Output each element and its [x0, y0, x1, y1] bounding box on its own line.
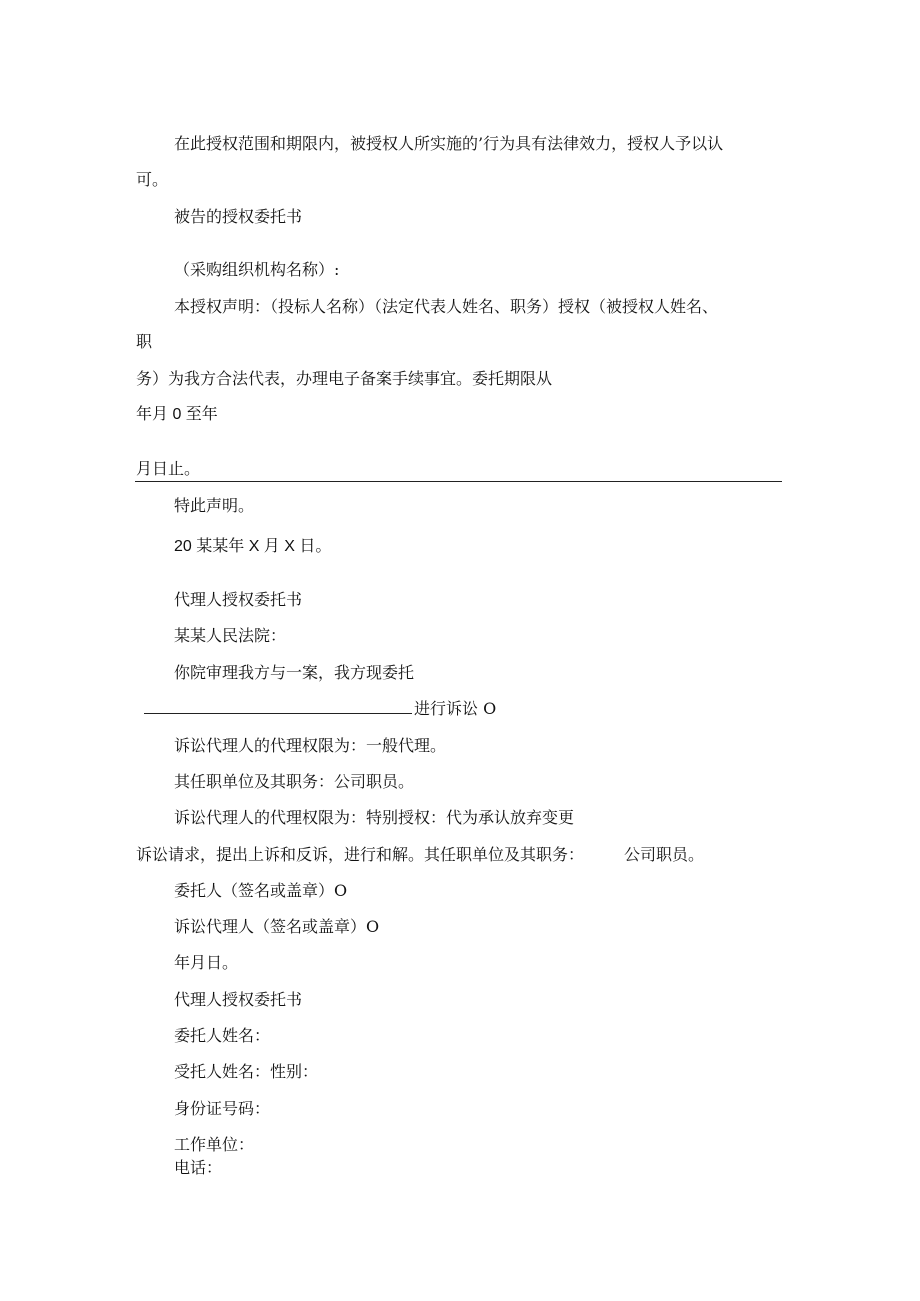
form-field-label: 委托人姓名：	[174, 1026, 271, 1045]
date: 20 某某年 X 月 X 日。	[174, 538, 332, 555]
paragraph-line: 月日止。	[136, 459, 201, 478]
form-field-label: 工作单位：	[174, 1135, 255, 1154]
paragraph-line: 你院审理我方与一案，我方现委托	[174, 663, 415, 682]
paragraph-line: 可。	[136, 170, 169, 189]
section-heading: 被告的授权委托书	[174, 207, 303, 226]
statement: 特此声明。	[174, 496, 255, 515]
paragraph-line: 其任职单位及其职务：公司职员。	[174, 772, 415, 791]
paragraph-line: 诉讼代理人的代理权限为：一般代理。	[174, 736, 447, 755]
paragraph-line: 在此授权范围和期限内，被授权人所实施的’行为具有法律效力，授权人予以认	[174, 134, 724, 153]
paragraph-line	[144, 699, 496, 719]
section-heading: 代理人授权委托书	[174, 990, 303, 1009]
signature-line: 诉讼代理人（签名或盖章）O	[174, 917, 380, 936]
paragraph-line: 年月 0 至年	[136, 406, 218, 423]
paragraph-line-text: 公司职员。	[624, 845, 705, 864]
fill-in-blank	[144, 699, 412, 714]
paragraph-line	[136, 845, 704, 865]
addressee: 某某人民法院：	[174, 626, 287, 645]
horizontal-rule	[135, 481, 782, 482]
signature-line: 委托人（签名或盖章）O	[174, 881, 348, 900]
paragraph-line: 职	[136, 332, 153, 351]
addressee: （采购组织机构名称）:	[174, 260, 340, 279]
paragraph-line: 本授权声明：（投标人名称）（法定代表人姓名、职务）授权（被授权人姓名、	[174, 297, 719, 316]
form-field-label: 身份证号码：	[174, 1099, 271, 1118]
form-field-label: 电话：	[174, 1158, 223, 1177]
paragraph-line: 诉讼代理人的代理权限为：特别授权：代为承认放弃变更	[174, 808, 575, 827]
paragraph-line: 务）为我方合法代表，办理电子备案手续事宜。委托期限从	[136, 369, 553, 388]
section-heading: 代理人授权委托书	[174, 590, 303, 609]
form-field-label: 受托人姓名：性别：	[174, 1062, 319, 1081]
date: 年月日。	[174, 953, 239, 972]
paragraph-line-text: 诉讼请求，提出上诉和反诉，进行和解。其任职单位及其职务：	[136, 845, 585, 864]
paragraph-line-suffix: 进行诉讼 O	[414, 699, 497, 718]
